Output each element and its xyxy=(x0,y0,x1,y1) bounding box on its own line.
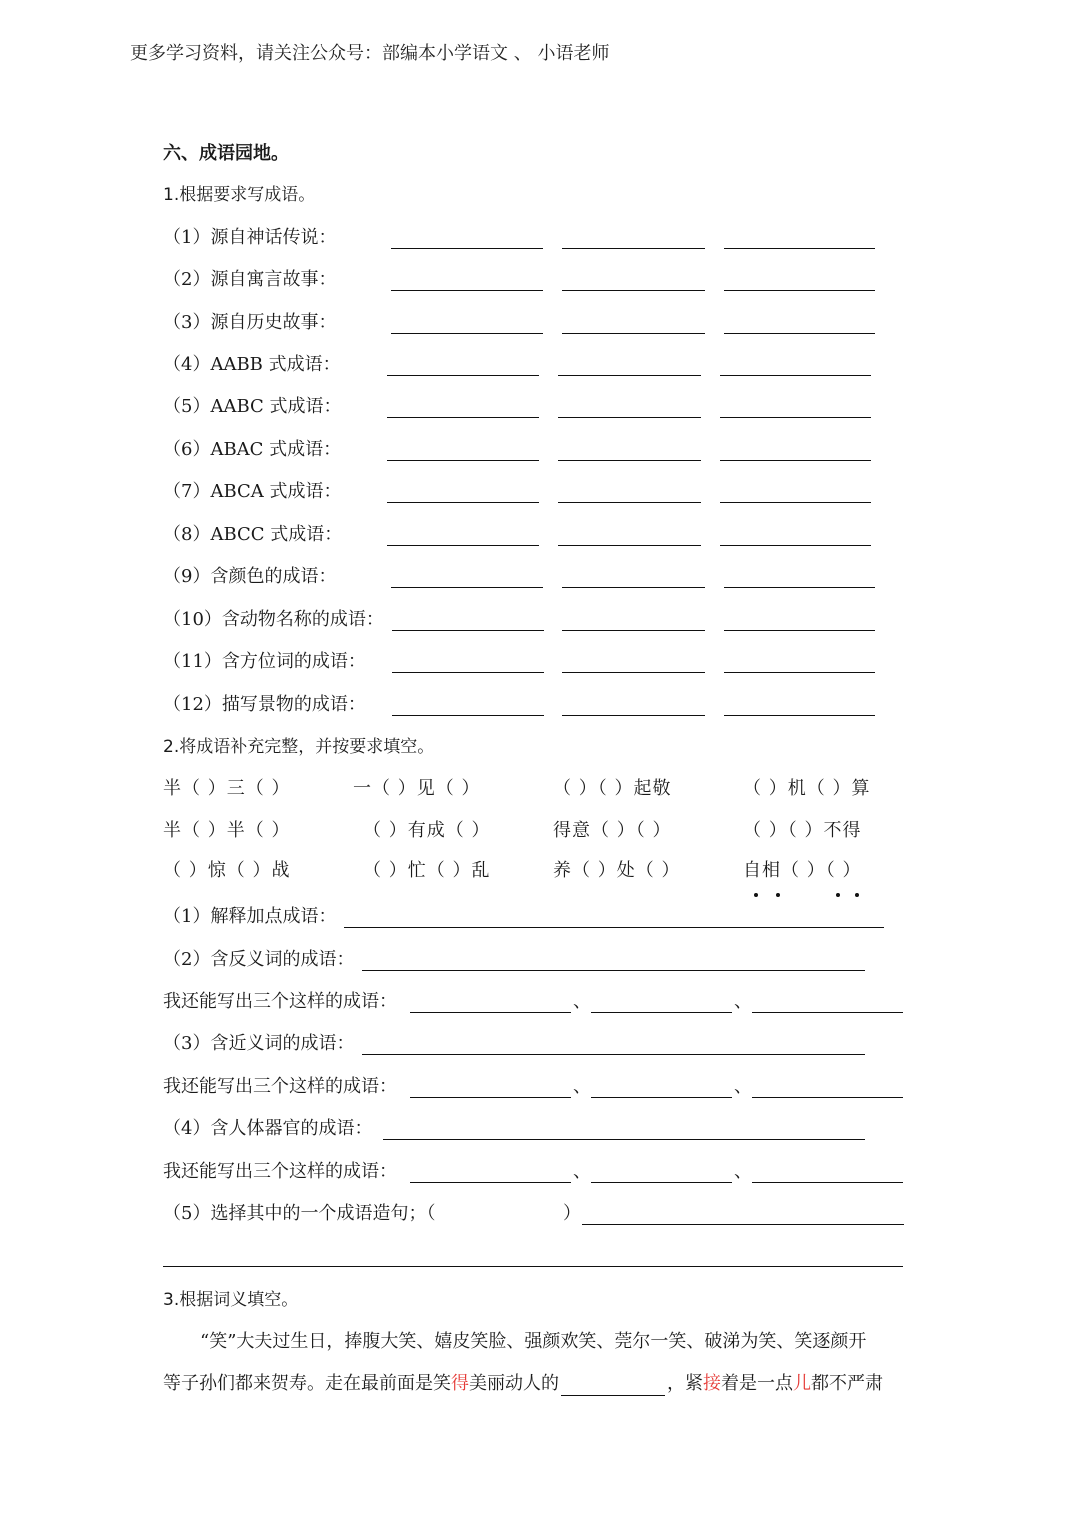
idiom-fill-item[interactable]: 半（ ）三（ ） xyxy=(163,778,291,799)
answer-blank[interactable] xyxy=(558,480,701,503)
question-2-title: 2.将成语补充完整，并按要求填空。 xyxy=(163,737,435,757)
answer-blank[interactable] xyxy=(720,353,871,376)
q1-row-label: （5）AABC 式成语： xyxy=(163,396,342,417)
q2-sub-row xyxy=(163,905,888,931)
idiom-fill-item[interactable]: （ ）有成（ ） xyxy=(363,820,491,841)
idiom-fill-item[interactable]: （ ）机（ ）算 xyxy=(743,778,871,799)
answer-blank[interactable] xyxy=(724,693,875,716)
text-segment: ，紧 xyxy=(667,1373,703,1394)
emphasis-dots xyxy=(750,893,910,901)
highlight-char: 接 xyxy=(703,1373,721,1394)
q1-row xyxy=(163,650,883,676)
q1-row xyxy=(163,693,883,719)
section-title: 六、成语园地。 xyxy=(163,143,289,164)
q2-more-row xyxy=(163,1075,908,1101)
q1-row-label: （4）AABB 式成语： xyxy=(163,354,341,375)
idiom-fill-row xyxy=(163,777,913,803)
idiom-fill-item[interactable]: 自相（ ）（ ） xyxy=(743,860,862,881)
question-3-title: 3.根据词义填空。 xyxy=(163,1290,299,1310)
paragraph-line-1: “笑”大夫过生日，捧腹大笑、嬉皮笑脸、强颜欢笑、莞尔一笑、破涕为笑、笑逐颜开 xyxy=(200,1331,867,1352)
answer-blank[interactable] xyxy=(391,311,543,334)
q1-row-label: （3）源自历史故事： xyxy=(163,312,337,333)
answer-blank[interactable] xyxy=(383,1117,865,1140)
answer-blank[interactable] xyxy=(391,268,543,291)
answer-blank[interactable] xyxy=(752,990,903,1013)
answer-blank[interactable] xyxy=(724,268,875,291)
text-segment: 都不严肃 xyxy=(811,1373,883,1394)
idiom-fill-row xyxy=(163,819,913,845)
q2-sub-row xyxy=(163,1117,888,1143)
answer-blank[interactable] xyxy=(392,650,544,673)
highlight-char: 儿 xyxy=(793,1373,811,1394)
idiom-fill-item[interactable]: 得意（ ）（ ） xyxy=(553,820,672,841)
answer-blank[interactable] xyxy=(344,905,884,928)
q2-more-label: 我还能写出三个这样的成语： xyxy=(163,1076,397,1097)
answer-blank[interactable] xyxy=(558,438,701,461)
answer-blank[interactable] xyxy=(410,1075,571,1098)
q1-row-label: （11）含方位词的成语： xyxy=(163,651,366,672)
q1-row-label: （6）ABAC 式成语： xyxy=(163,439,342,460)
answer-blank[interactable] xyxy=(410,1160,571,1183)
q1-row-label: （8）ABCC 式成语： xyxy=(163,524,343,545)
q1-row xyxy=(163,268,883,294)
answer-blank[interactable] xyxy=(362,1032,865,1055)
question-1-title: 1.根据要求写成语。 xyxy=(163,185,316,205)
q1-row xyxy=(163,523,883,549)
idiom-fill-item[interactable]: 一（ ）见（ ） xyxy=(353,778,481,799)
answer-blank[interactable] xyxy=(582,1202,904,1225)
idiom-fill-row xyxy=(163,859,913,885)
answer-blank[interactable] xyxy=(562,565,705,588)
answer-blank[interactable] xyxy=(752,1160,903,1183)
answer-blank[interactable] xyxy=(392,608,544,631)
separator: 、 xyxy=(734,991,752,1012)
q2-more-row xyxy=(163,990,908,1016)
answer-blank[interactable] xyxy=(724,650,875,673)
answer-blank[interactable] xyxy=(720,395,871,418)
q1-row-label: （12）描写景物的成语： xyxy=(163,694,366,715)
answer-blank[interactable] xyxy=(591,1160,732,1183)
separator: 、 xyxy=(573,1161,591,1182)
q1-row xyxy=(163,353,883,379)
q1-row xyxy=(163,480,883,506)
answer-blank[interactable] xyxy=(558,353,701,376)
answer-blank[interactable] xyxy=(720,480,871,503)
separator: 、 xyxy=(573,1076,591,1097)
answer-blank[interactable] xyxy=(562,268,705,291)
separator: 、 xyxy=(573,991,591,1012)
q1-row xyxy=(163,438,883,464)
text-segment: 着是一点 xyxy=(721,1373,793,1394)
q2-sentence-row xyxy=(163,1202,908,1228)
q1-row-label: （1）源自神话传说： xyxy=(163,227,337,248)
q2-more-label: 我还能写出三个这样的成语： xyxy=(163,991,397,1012)
q2-more-label: 我还能写出三个这样的成语： xyxy=(163,1161,397,1182)
answer-blank[interactable] xyxy=(562,650,705,673)
answer-blank[interactable] xyxy=(558,523,701,546)
answer-blank[interactable] xyxy=(387,353,539,376)
answer-blank[interactable] xyxy=(387,480,539,503)
q1-row xyxy=(163,565,883,591)
answer-blank[interactable] xyxy=(562,693,705,716)
idiom-fill-item[interactable]: （ ）惊（ ）战 xyxy=(163,860,291,881)
sentence-close: ） xyxy=(563,1203,581,1224)
page-header: 更多学习资料，请关注公众号：部编本小学语文 、 小语老师 xyxy=(130,43,610,64)
q2-sub-label: （2）含反义词的成语： xyxy=(163,949,355,970)
answer-blank[interactable] xyxy=(591,1075,732,1098)
q1-row-label: （7）ABCA 式成语： xyxy=(163,481,342,502)
answer-blank[interactable] xyxy=(387,523,539,546)
answer-blank[interactable] xyxy=(387,438,539,461)
q2-sub-label: （4）含人体器官的成语： xyxy=(163,1118,373,1139)
idiom-fill-item[interactable]: （ ）（ ）不得 xyxy=(743,820,862,841)
answer-blank[interactable] xyxy=(558,395,701,418)
q2-sub-row xyxy=(163,948,888,974)
answer-blank[interactable] xyxy=(752,1075,903,1098)
q2-sub-label: （1）解释加点成语： xyxy=(163,906,337,927)
q2-sub-label: （3）含近义词的成语： xyxy=(163,1033,355,1054)
answer-blank-full-line[interactable] xyxy=(163,1244,903,1267)
text-segment: 等子孙们都来贺寿。走在最前面是笑 xyxy=(163,1373,451,1394)
answer-blank[interactable] xyxy=(562,608,705,631)
answer-blank[interactable] xyxy=(724,565,875,588)
answer-blank[interactable] xyxy=(387,395,539,418)
q1-row-label: （10）含动物名称的成语： xyxy=(163,609,384,630)
q2-more-row xyxy=(163,1160,908,1186)
q1-row xyxy=(163,608,883,634)
paragraph-line-2 xyxy=(163,1372,883,1396)
answer-blank[interactable] xyxy=(562,311,705,334)
answer-blank[interactable] xyxy=(591,990,732,1013)
idiom-fill-item[interactable]: （ ）忙（ ）乱 xyxy=(363,860,491,881)
answer-blank[interactable] xyxy=(410,990,571,1013)
answer-blank[interactable] xyxy=(391,226,543,249)
text-segment: 美丽动人的 xyxy=(469,1373,559,1394)
sentence-label: （5）选择其中的一个成语造句；（ xyxy=(163,1203,436,1224)
q2-sub-row xyxy=(163,1032,888,1058)
idiom-fill-item[interactable]: 半（ ）半（ ） xyxy=(163,820,291,841)
q1-row xyxy=(163,226,883,252)
idiom-fill-item[interactable]: 养（ ）处（ ） xyxy=(553,860,681,881)
idiom-fill-item[interactable]: （ ）（ ）起敬 xyxy=(553,778,672,799)
answer-blank[interactable] xyxy=(561,1377,665,1396)
answer-blank[interactable] xyxy=(362,948,865,971)
q1-row-label: （9）含颜色的成语： xyxy=(163,566,337,587)
answer-blank[interactable] xyxy=(724,226,875,249)
separator: 、 xyxy=(734,1076,752,1097)
answer-blank[interactable] xyxy=(391,565,543,588)
answer-blank[interactable] xyxy=(724,311,875,334)
answer-blank[interactable] xyxy=(724,608,875,631)
answer-blank[interactable] xyxy=(562,226,705,249)
separator: 、 xyxy=(734,1161,752,1182)
q1-row xyxy=(163,395,883,421)
highlight-char: 得 xyxy=(451,1373,469,1394)
answer-blank[interactable] xyxy=(720,438,871,461)
answer-blank[interactable] xyxy=(392,693,544,716)
answer-blank[interactable] xyxy=(720,523,871,546)
q1-row-label: （2）源自寓言故事： xyxy=(163,269,337,290)
q1-row xyxy=(163,311,883,337)
